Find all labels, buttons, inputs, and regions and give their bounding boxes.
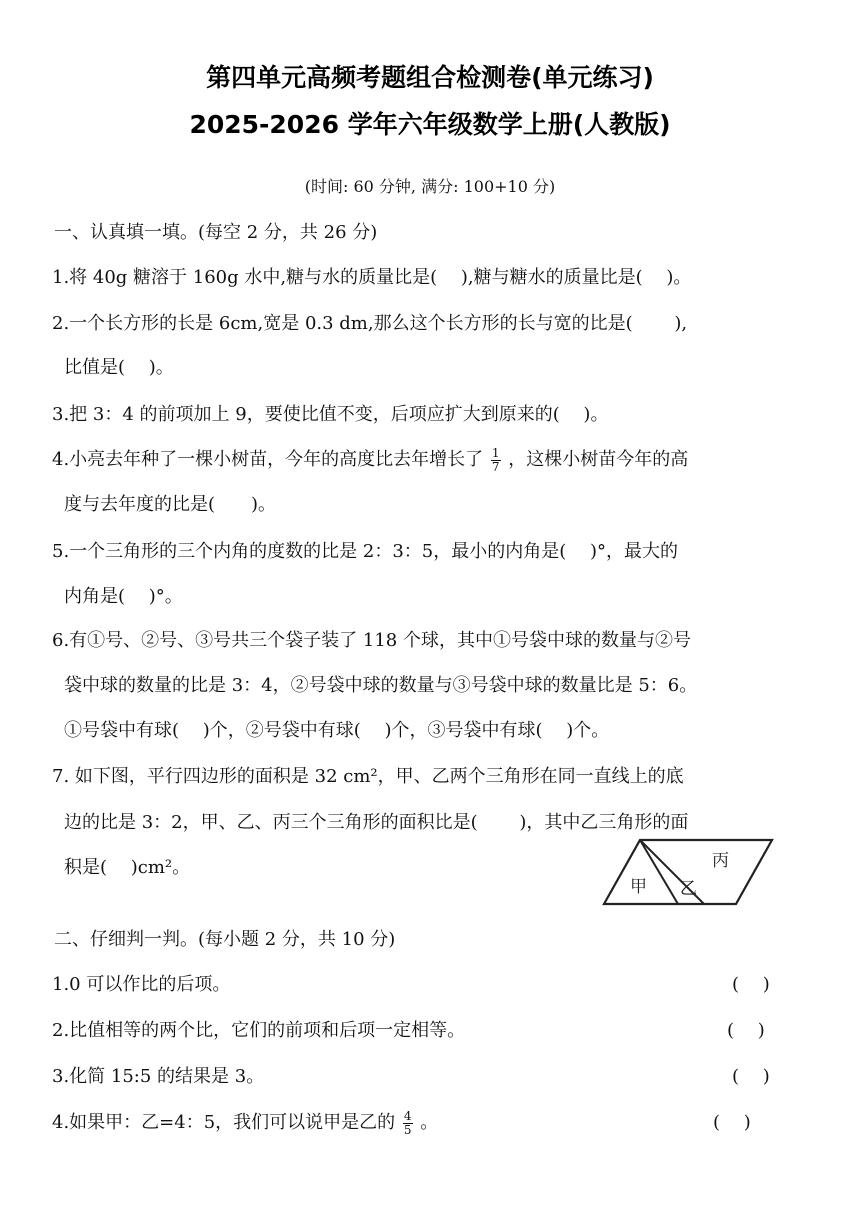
section1-heading: 一、认真填一填。(每空 2 分，共 26 分) <box>54 222 378 243</box>
fraction-numerator: 4 <box>403 1108 412 1123</box>
question-6-line1: 6.有①号、②号、③号共三个袋子装了 118 个球，其中①号袋中球的数量与②号 <box>52 630 691 651</box>
question-1: 1.将 40g 糖溶于 160g 水中,糖与水的质量比是( ),糖与糖水的质量比是( )。 <box>52 267 692 288</box>
label-yi: 乙 <box>680 879 697 899</box>
judge-item-4-text-post: 。 <box>420 1112 439 1133</box>
fraction-denominator: 5 <box>403 1122 412 1137</box>
page-title-line1: 第四单元高频考题组合检测卷(单元练习) <box>206 63 654 92</box>
question-7-line3: 积是( )cm²。 <box>64 857 191 878</box>
question-2-line1: 2.一个长方形的长是 6cm,宽是 0.3 dm,那么这个长方形的长与宽的比是( ), <box>52 313 688 334</box>
question-7-line1: 7. 如下图，平行四边形的面积是 32 cm²，甲、乙两个三角形在同一直线上的底 <box>52 766 684 787</box>
judge-answer-blank-4[interactable]: ( ) <box>713 1112 751 1133</box>
question-2-line2: 比值是( )。 <box>64 357 174 378</box>
question-4-text-pre: 4.小亮去年种了一棵小树苗，今年的高度比去年增长了 <box>52 449 484 470</box>
judge-item-4 <box>52 1108 438 1137</box>
parallelogram-figure <box>600 836 776 908</box>
question-6-line2: 袋中球的数量的比是 3：4，②号袋中球的数量与③号袋中球的数量比是 5：6。 <box>64 675 698 696</box>
judge-answer-blank-1[interactable]: ( ) <box>732 974 770 995</box>
question-4-line1 <box>52 445 688 474</box>
question-4-text-post: ，这棵小树苗今年的高 <box>508 449 689 470</box>
exam-info: (时间: 60 分钟, 满分: 100+10 分) <box>304 177 556 196</box>
fraction-numerator: 1 <box>491 445 500 460</box>
section2-heading: 二、仔细判一判。(每小题 2 分，共 10 分) <box>54 929 396 950</box>
question-6-line3: ①号袋中有球( )个，②号袋中有球( )个，③号袋中有球( )个。 <box>64 720 610 741</box>
question-3: 3.把 3：4 的前项加上 9，要使比值不变，后项应扩大到原来的( )。 <box>52 404 609 425</box>
judge-item-3: 3.化简 15:5 的结果是 3。 <box>52 1066 265 1087</box>
label-bing: 丙 <box>712 851 729 871</box>
question-4-line2: 度与去年度的比是( )。 <box>64 494 277 515</box>
judge-answer-blank-3[interactable]: ( ) <box>732 1066 770 1087</box>
judge-item-1: 1.0 可以作比的后项。 <box>52 974 231 995</box>
label-jia: 甲 <box>630 877 647 897</box>
judge-item-2: 2.比值相等的两个比，它们的前项和后项一定相等。 <box>52 1020 466 1041</box>
fraction-one-seventh <box>491 447 501 474</box>
judge-answer-blank-2[interactable]: ( ) <box>727 1020 765 1041</box>
judge-item-4-text-pre: 4.如果甲：乙=4：5，我们可以说甲是乙的 <box>52 1112 396 1133</box>
question-7-line2: 边的比是 3：2，甲、乙、丙三个三角形的面积比是( )，其中乙三角形的面 <box>64 812 689 833</box>
question-5-line2: 内角是( )°。 <box>64 586 183 607</box>
fraction-four-fifths <box>403 1110 413 1137</box>
page-title-line2: 2025-2026 学年六年级数学上册(人教版) <box>189 110 671 139</box>
question-5-line1: 5.一个三角形的三个内角的度数的比是 2：3：5，最小的内角是( )°，最大的 <box>52 541 679 562</box>
fraction-denominator: 7 <box>491 459 500 474</box>
